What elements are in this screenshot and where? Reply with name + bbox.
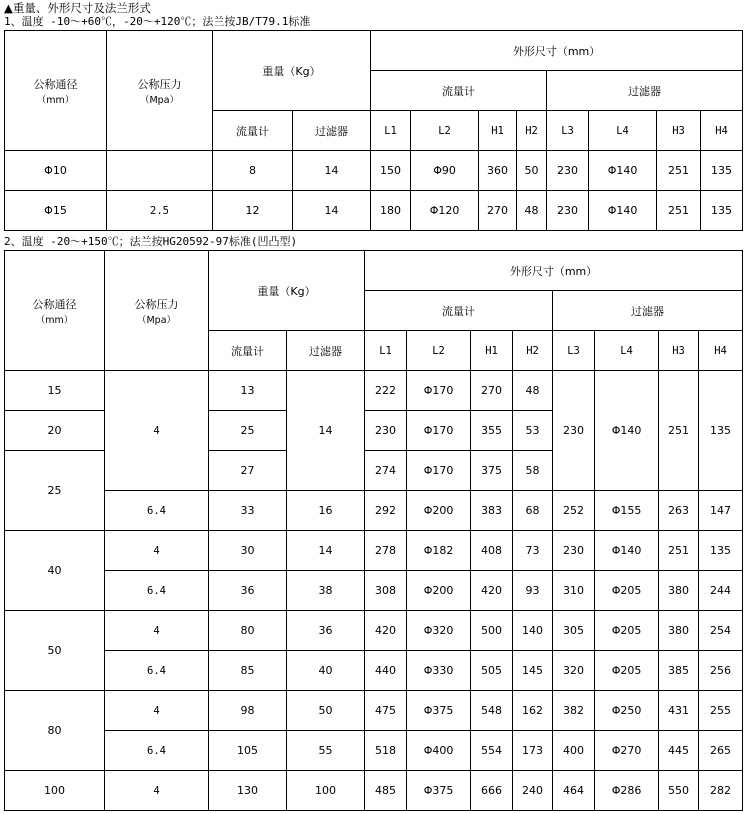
cell-dn: 100 <box>5 771 105 811</box>
cell-weight-flowmeter: 33 <box>209 491 287 531</box>
cell-L3: 320 <box>553 651 595 691</box>
cell-L1: 230 <box>365 411 407 451</box>
header-H4: H4 <box>699 331 743 371</box>
header-H4: H4 <box>701 111 743 151</box>
cell-H4: 135 <box>699 371 743 491</box>
cell-H1: 500 <box>471 611 513 651</box>
header-dims: 外形尺寸（mm） <box>371 31 743 71</box>
cell-pn: 4 <box>105 771 209 811</box>
cell-H4: 282 <box>699 771 743 811</box>
table-row <box>5 731 743 771</box>
cell-L1: 292 <box>365 491 407 531</box>
header-L1: L1 <box>365 331 407 371</box>
cell-L3: 230 <box>547 151 589 191</box>
cell-H4: 255 <box>699 691 743 731</box>
cell-L2: Φ320 <box>407 611 471 651</box>
table1-caption: 1、温度 -10～+60℃，-20～+120℃；法兰按JB/T79.1标准 <box>4 15 311 28</box>
cell-L3: 230 <box>547 191 589 231</box>
cell-weight-filter: 14 <box>287 531 365 571</box>
cell-L3: 310 <box>553 571 595 611</box>
cell-L2: Φ120 <box>411 191 479 231</box>
table-row <box>5 151 743 191</box>
cell-L4: Φ205 <box>595 651 659 691</box>
cell-pn: 6.4 <box>105 731 209 771</box>
cell-H2: 50 <box>517 151 547 191</box>
table-row <box>5 571 743 611</box>
cell-H1: 548 <box>471 691 513 731</box>
header-H2: H2 <box>513 331 553 371</box>
cell-H4: 254 <box>699 611 743 651</box>
cell-L3: 230 <box>553 371 595 491</box>
cell-L3: 305 <box>553 611 595 651</box>
table2 <box>4 250 743 811</box>
cell-H3: 251 <box>659 371 699 491</box>
cell-H4: 135 <box>699 531 743 571</box>
table-row <box>5 191 743 231</box>
cell-H3: 380 <box>659 611 699 651</box>
cell-H3: 251 <box>659 531 699 571</box>
header-dims-flowmeter: 流量计 <box>371 71 547 111</box>
header-dn-unit: （mm） <box>35 314 74 326</box>
header-L4: L4 <box>595 331 659 371</box>
cell-L2: Φ170 <box>407 451 471 491</box>
cell-pn: 4 <box>105 691 209 731</box>
cell-H2: 93 <box>513 571 553 611</box>
header-weight-flowmeter: 流量计 <box>209 331 287 371</box>
cell-weight-flowmeter: 80 <box>209 611 287 651</box>
cell-L1: 150 <box>371 151 411 191</box>
cell-weight-flowmeter: 36 <box>209 571 287 611</box>
cell-H2: 240 <box>513 771 553 811</box>
cell-weight-filter: 14 <box>293 151 371 191</box>
cell-weight-flowmeter: 130 <box>209 771 287 811</box>
cell-H1: 360 <box>479 151 517 191</box>
cell-H2: 68 <box>513 491 553 531</box>
cell-H4: 265 <box>699 731 743 771</box>
header-dn-unit: （mm） <box>36 94 75 106</box>
cell-dn: Φ10 <box>5 151 107 191</box>
cell-L2: Φ375 <box>407 771 471 811</box>
header-H2: H2 <box>517 111 547 151</box>
table1 <box>4 30 743 231</box>
cell-L1: 485 <box>365 771 407 811</box>
cell-H1: 375 <box>471 451 513 491</box>
header-pn <box>107 31 213 151</box>
cell-L3: 230 <box>553 531 595 571</box>
cell-H3: 251 <box>657 191 701 231</box>
cell-L1: 518 <box>365 731 407 771</box>
cell-L2: Φ170 <box>407 411 471 451</box>
header-weight: 重量（Kg） <box>213 31 371 111</box>
table2-caption: 2、温度 -20～+150℃；法兰按HG20592-97标准(凹凸型) <box>4 235 298 248</box>
cell-H2: 173 <box>513 731 553 771</box>
cell-L4: Φ286 <box>595 771 659 811</box>
header-dn-label: 公称通径 <box>32 297 77 311</box>
cell-H4: 135 <box>701 151 743 191</box>
header-L2: L2 <box>407 331 471 371</box>
table-row <box>5 771 743 811</box>
header-weight-flowmeter: 流量计 <box>213 111 293 151</box>
cell-H1: 505 <box>471 651 513 691</box>
header-weight-filter: 过滤器 <box>293 111 371 151</box>
cell-L2: Φ400 <box>407 731 471 771</box>
cell-dn: 50 <box>5 611 105 691</box>
cell-L2: Φ330 <box>407 651 471 691</box>
cell-H2: 48 <box>517 191 547 231</box>
cell-pn <box>107 151 213 191</box>
cell-L3: 382 <box>553 691 595 731</box>
cell-H3: 445 <box>659 731 699 771</box>
cell-H2: 145 <box>513 651 553 691</box>
cell-H1: 383 <box>471 491 513 531</box>
header-dn <box>5 251 105 371</box>
cell-L1: 420 <box>365 611 407 651</box>
cell-L1: 274 <box>365 451 407 491</box>
header-L3: L3 <box>553 331 595 371</box>
header-pn-label: 公称压力 <box>134 297 179 311</box>
header-pn-unit: （Mpa） <box>139 94 180 106</box>
cell-pn: 2.5 <box>107 191 213 231</box>
cell-L4: Φ155 <box>595 491 659 531</box>
cell-H3: 550 <box>659 771 699 811</box>
cell-L3: 464 <box>553 771 595 811</box>
header-dims: 外形尺寸（mm） <box>365 251 743 291</box>
cell-weight-flowmeter: 25 <box>209 411 287 451</box>
header-H3: H3 <box>657 111 701 151</box>
cell-L4: Φ140 <box>595 371 659 491</box>
cell-H4: 135 <box>701 191 743 231</box>
cell-L2: Φ200 <box>407 491 471 531</box>
cell-H4: 256 <box>699 651 743 691</box>
cell-L1: 278 <box>365 531 407 571</box>
header-pn-unit: （Mpa） <box>136 314 177 326</box>
cell-H4: 244 <box>699 571 743 611</box>
header-H1: H1 <box>479 111 517 151</box>
cell-L4: Φ205 <box>595 611 659 651</box>
cell-weight-flowmeter: 12 <box>213 191 293 231</box>
cell-pn: 4 <box>105 531 209 571</box>
cell-L4: Φ205 <box>595 571 659 611</box>
cell-H1: 554 <box>471 731 513 771</box>
header-dn-label: 公称通径 <box>33 77 78 91</box>
cell-H3: 263 <box>659 491 699 531</box>
cell-H2: 73 <box>513 531 553 571</box>
header-L1: L1 <box>371 111 411 151</box>
header-dims-filter: 过滤器 <box>553 291 743 331</box>
cell-dn: 40 <box>5 531 105 611</box>
cell-weight-flowmeter: 85 <box>209 651 287 691</box>
cell-L4: Φ250 <box>595 691 659 731</box>
cell-H2: 58 <box>513 451 553 491</box>
table-row <box>5 371 743 411</box>
cell-H2: 162 <box>513 691 553 731</box>
table-row <box>5 651 743 691</box>
cell-H1: 270 <box>479 191 517 231</box>
cell-H1: 270 <box>471 371 513 411</box>
header-dims-flowmeter: 流量计 <box>365 291 553 331</box>
cell-pn: 6.4 <box>105 651 209 691</box>
cell-dn: 80 <box>5 691 105 771</box>
cell-L2: Φ200 <box>407 571 471 611</box>
cell-pn: 4 <box>105 371 209 491</box>
cell-H1: 355 <box>471 411 513 451</box>
cell-H1: 408 <box>471 531 513 571</box>
header-L2: L2 <box>411 111 479 151</box>
cell-H1: 666 <box>471 771 513 811</box>
cell-L4: Φ140 <box>595 531 659 571</box>
cell-weight-flowmeter: 105 <box>209 731 287 771</box>
table-row <box>5 611 743 651</box>
section-heading: ▲重量、外形尺寸及法兰形式 <box>4 1 151 15</box>
cell-H3: 380 <box>659 571 699 611</box>
cell-pn: 4 <box>105 611 209 651</box>
cell-dn: 15 <box>5 371 105 411</box>
cell-L1: 222 <box>365 371 407 411</box>
header-dn <box>5 31 107 151</box>
cell-weight-flowmeter: 13 <box>209 371 287 411</box>
cell-L3: 400 <box>553 731 595 771</box>
cell-L1: 440 <box>365 651 407 691</box>
cell-pn: 6.4 <box>105 491 209 531</box>
cell-weight-filter: 40 <box>287 651 365 691</box>
cell-weight-filter: 55 <box>287 731 365 771</box>
header-weight: 重量（Kg） <box>209 251 365 331</box>
cell-H3: 431 <box>659 691 699 731</box>
cell-weight-filter: 16 <box>287 491 365 531</box>
cell-L1: 475 <box>365 691 407 731</box>
cell-H3: 385 <box>659 651 699 691</box>
cell-L2: Φ375 <box>407 691 471 731</box>
cell-pn: 6.4 <box>105 571 209 611</box>
cell-weight-flowmeter: 98 <box>209 691 287 731</box>
header-weight-filter: 过滤器 <box>287 331 365 371</box>
cell-H2: 53 <box>513 411 553 451</box>
cell-L4: Φ140 <box>589 151 657 191</box>
header-pn-label: 公称压力 <box>137 77 182 91</box>
header-dims-filter: 过滤器 <box>547 71 743 111</box>
cell-H2: 140 <box>513 611 553 651</box>
cell-dn: Φ15 <box>5 191 107 231</box>
cell-dn: 20 <box>5 411 105 451</box>
header-H3: H3 <box>659 331 699 371</box>
cell-weight-filter: 38 <box>287 571 365 611</box>
cell-weight-flowmeter: 30 <box>209 531 287 571</box>
cell-weight-filter: 14 <box>293 191 371 231</box>
cell-weight-filter: 14 <box>287 371 365 491</box>
cell-L4: Φ140 <box>589 191 657 231</box>
cell-L3: 252 <box>553 491 595 531</box>
cell-L2: Φ182 <box>407 531 471 571</box>
cell-H1: 420 <box>471 571 513 611</box>
cell-weight-filter: 50 <box>287 691 365 731</box>
table-row <box>5 491 743 531</box>
cell-H4: 147 <box>699 491 743 531</box>
cell-weight-filter: 100 <box>287 771 365 811</box>
cell-weight-flowmeter: 8 <box>213 151 293 191</box>
cell-L4: Φ270 <box>595 731 659 771</box>
header-L3: L3 <box>547 111 589 151</box>
table-row <box>5 691 743 731</box>
cell-weight-flowmeter: 27 <box>209 451 287 491</box>
header-H1: H1 <box>471 331 513 371</box>
cell-weight-filter: 36 <box>287 611 365 651</box>
cell-L2: Φ170 <box>407 371 471 411</box>
header-pn <box>105 251 209 371</box>
cell-dn: 25 <box>5 451 105 531</box>
header-L4: L4 <box>589 111 657 151</box>
cell-L1: 308 <box>365 571 407 611</box>
cell-L2: Φ90 <box>411 151 479 191</box>
table-row <box>5 531 743 571</box>
cell-H2: 48 <box>513 371 553 411</box>
cell-H3: 251 <box>657 151 701 191</box>
cell-L1: 180 <box>371 191 411 231</box>
